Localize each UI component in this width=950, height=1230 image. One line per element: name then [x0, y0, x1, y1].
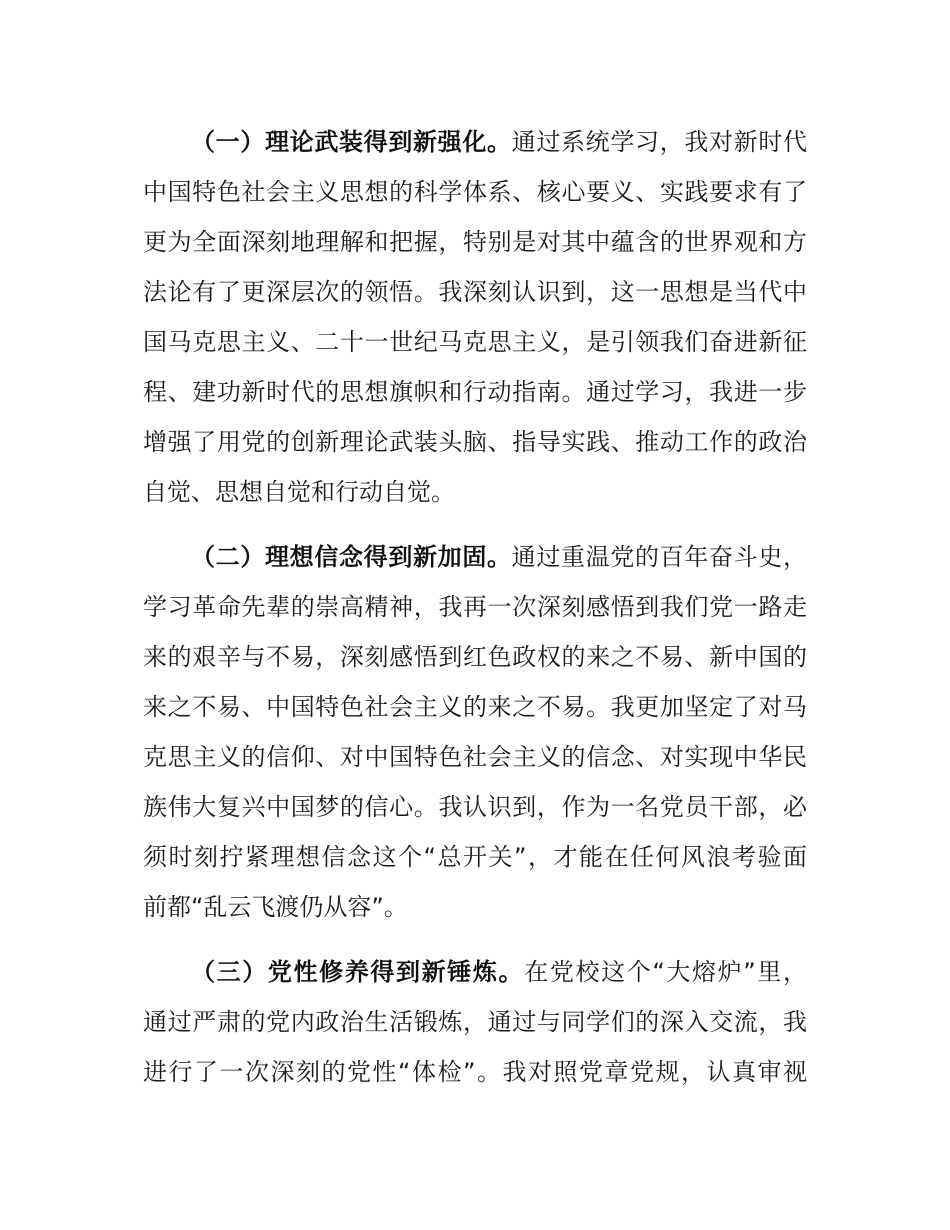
paragraph-2-line-3: 来的艰辛与不易，深刻感悟到红色政权的来之不易、新中国的 [143, 643, 807, 671]
paragraph-2-line-6: 族伟大复兴中国梦的信心。我认识到，作为一名党员干部，必 [143, 793, 807, 821]
paragraph-1-line-2: 中国特色社会主义思想的科学体系、核心要义、实践要求有了 [143, 178, 807, 206]
paragraph-2-line-5: 克思主义的信仰、对中国特色社会主义的信念、对实现中华民 [143, 743, 807, 771]
paragraph-1-line-1 [191, 124, 807, 160]
paragraph-1-text: 通过系统学习，我对新时代 [511, 128, 808, 156]
paragraph-1-line-6: 程、建功新时代的思想旗帜和行动指南。通过学习，我进一步 [143, 378, 807, 406]
paragraph-1-heading: （一）理论武装得到新强化。 [191, 128, 512, 156]
paragraph-2-heading: （二）理想信念得到新加固。 [191, 543, 512, 571]
paragraph-1-line-8: 自觉、思想自觉和行动自觉。 [143, 478, 455, 506]
paragraph-3-text: 在党校这个“大熔炉”里， [524, 958, 808, 986]
paragraph-1-line-3: 更为全面深刻地理解和把握，特别是对其中蕴含的世界观和方 [143, 228, 807, 256]
paragraph-2-text: 通过重温党的百年奋斗史， [511, 543, 808, 571]
paragraph-1-line-4: 法论有了更深层次的领悟。我深刻认识到，这一思想是当代中 [143, 278, 807, 306]
paragraph-3-line-2: 通过严肃的党内政治生活锻炼，通过与同学们的深入交流，我 [143, 1008, 807, 1036]
paragraph-2-line-7: 须时刻拧紧理想信念这个“总开关”，才能在任何风浪考验面 [143, 843, 807, 871]
paragraph-1-line-7: 增强了用党的创新理论武装头脑、指导实践、推动工作的政治 [143, 428, 807, 456]
paragraph-2-line-8: 前都“乱云飞渡仍从容”。 [143, 893, 408, 921]
paragraph-2-line-1 [191, 539, 807, 575]
paragraph-3-line-3: 进行了一次深刻的党性“体检”。我对照党章党规，认真审视 [143, 1058, 807, 1086]
paragraph-2-line-2: 学习革命先辈的崇高精神，我再一次深刻感悟到我们党一路走 [143, 593, 807, 621]
paragraph-2-line-4: 来之不易、中国特色社会主义的来之不易。我更加坚定了对马 [143, 693, 807, 721]
paragraph-3-line-1 [191, 954, 807, 990]
paragraph-1-line-5: 国马克思主义、二十一世纪马克思主义，是引领我们奋进新征 [143, 328, 807, 356]
paragraph-3-heading: （三）党性修养得到新锤炼。 [191, 958, 525, 986]
